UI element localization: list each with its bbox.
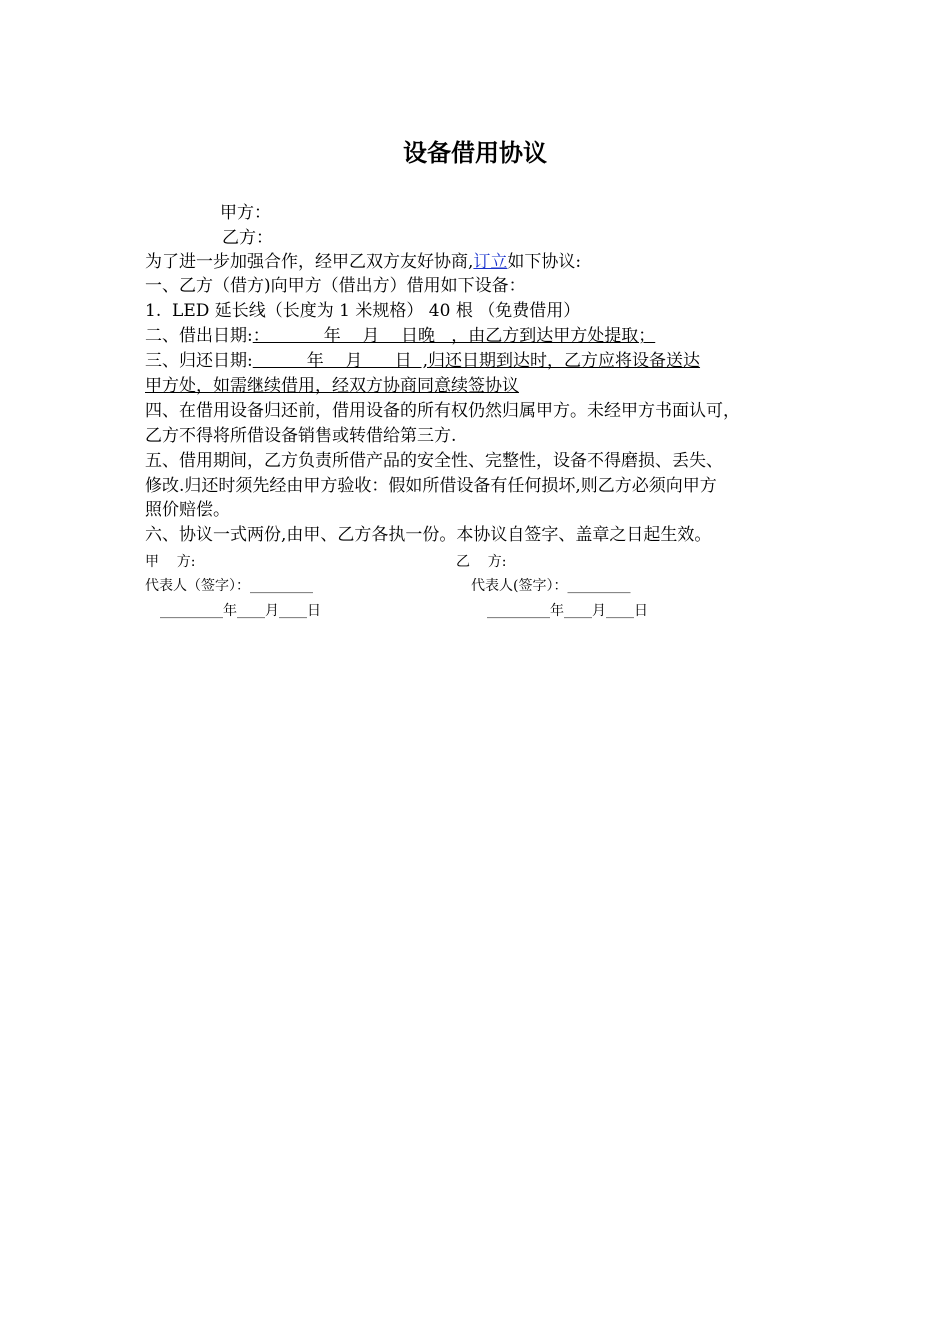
party-a-label: 甲方： [220,203,271,223]
clause-1: 一、乙方（借方)向甲方（借出方）借用如下设备： [145,276,526,296]
party-b-label: 乙方： [222,228,273,248]
signature-party-b: 乙 方: [456,554,507,570]
clause-3 [145,349,700,373]
clause-2-fill-line: ： 年 月 日晚 ，由乙方到达甲方处提取； [252,326,656,346]
signature-date-b: _________年____月____日 [487,603,648,619]
intro-link[interactable]: 订立 [473,252,508,272]
clause-3-label: 三、归还日期: [145,351,253,371]
clause-5-line-1: 五、借用期间，乙方负责所借产品的安全性、完整性，设备不得磨损、丢失、 [145,451,723,471]
document-title: 设备借用协议 [403,139,547,167]
equipment-item-1: 1. LED 延长线（长度为 1 米规格） 40 根 （免费借用） [145,301,581,321]
signature-party-a: 甲 方: [145,554,196,570]
clause-2 [145,324,655,348]
clause-4-line-2: 乙方不得将所借设备销售或转借给第三方. [145,426,457,446]
clause-6: 六、协议一式两份,由甲、乙方各执一份。本协议自签字、盖章之日起生效。 [145,525,712,545]
signature-rep-a: 代表人（签字）：_________ [145,578,313,594]
intro-text-end: 如下协议: [507,252,582,272]
clause-5-line-2: 修改.归还时须先经由甲方验收：假如所借设备有任何损坏,则乙方必须向甲方 [145,476,717,496]
signature-date-a: _________年____月____日 [160,603,321,619]
signature-rep-b: 代表人(签字）：_________ [471,578,631,594]
clause-5-line-3: 照价赔偿。 [145,500,230,520]
intro-paragraph [145,250,581,274]
clause-4-line-1: 四、在借用设备归还前，借用设备的所有权仍然归属甲方。未经甲方书面认可， [145,401,740,421]
clause-3-fill-line: 年 月 日 ,归还日期到达时，乙方应将设备送达 [252,351,701,371]
clause-3-continuation: 甲方处，如需继续借用，经双方协商同意续签协议 [145,376,519,396]
intro-text: 为了进一步加强合作，经甲乙双方友好协商, [145,252,474,272]
clause-2-label: 二、借出日期: [145,326,253,346]
